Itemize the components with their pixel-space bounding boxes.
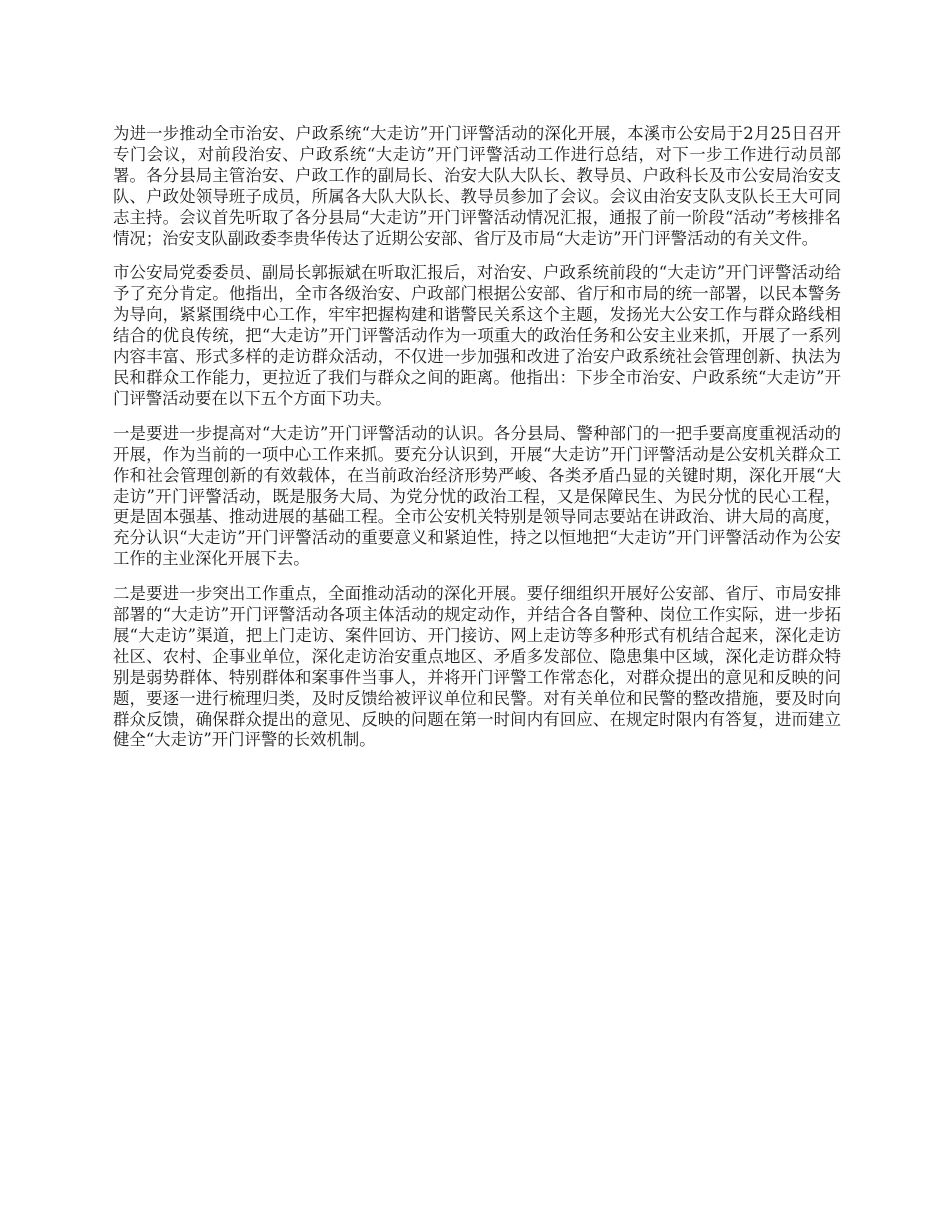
paragraph-2: 市公安局党委委员、副局长郭振斌在听取汇报后，对治安、户政系统前段的“大走访”开门评警活动给予了充分肯定。他指出，全市各级治安、户政部门根据公安部、省厅和市局的统一部署，以民本警务为导向，紧紧围绕中心工作，牢牢把握构建和谐警民关系这个主题，发扬光大公安工作与群众路线相结合的优良传统，把“大走访”开门评警活动作为一项重大的政治任务和公安主业来抓，开展了一系列内容丰富、形式多样的走访群众活动，不仅进一步加强和改进了治安户政系统社会管理创新、执法为民和群众工作能力，更拉近了我们与群众之间的距离。他指出：下步全市治安、户政系统“大走访”开门评警活动要在以下五个方面下功夫。	[113, 263, 841, 408]
paragraph-4: 二是要进一步突出工作重点，全面推动活动的深化开展。要仔细组织开展好公安部、省厅、市局安排部署的“大走访”开门评警活动各项主体活动的规定动作，并结合各自警种、岗位工作实际，进一步拓展“大走访”渠道，把上门走访、案件回访、开门接访、网上走访等多种形式有机结合起来，深化走访社区、农村、企事业单位，深化走访治安重点地区、矛盾多发部位、隐患集中区域，深化走访群众特别是弱势群体、特别群体和案事件当事人，并将开门评警工作常态化，对群众提出的意见和反映的问题，要逐一进行梳理归类，及时反馈给被评议单位和民警。对有关单位和民警的整改措施，要及时向群众反馈，确保群众提出的意见、反映的问题在第一时间内有回应、在规定时限内有答复，进而建立健全“大走访”开门评警的长效机制。	[113, 584, 841, 750]
document-body	[113, 124, 841, 765]
paragraph-1: 为进一步推动全市治安、户政系统“大走访”开门评警活动的深化开展，本溪市公安局于2月25日召开专门会议，对前段治安、户政系统“大走访”开门评警活动工作进行总结，对下一步工作进行动员部署。各分县局主管治安、户政工作的副局长、治安大队大队长、教导员、户政科长及市公安局治安支队、户政处领导班子成员，所属各大队大队长、教导员参加了会议。会议由治安支队支队长王大可同志主持。会议首先听取了各分县局“大走访”开门评警活动情况汇报，通报了前一阶段“活动”考核排名情况；治安支队副政委李贵华传达了近期公安部、省厅及市局“大走访”开门评警活动的有关文件。	[113, 124, 841, 248]
paragraph-3: 一是要进一步提高对“大走访”开门评警活动的认识。各分县局、警种部门的一把手要高度重视活动的开展，作为当前的一项中心工作来抓。要充分认识到，开展“大走访”开门评警活动是公安机关群众工作和社会管理创新的有效载体，在当前政治经济形势严峻、各类矛盾凸显的关键时期，深化开展“大走访”开门评警活动，既是服务大局、为党分忧的政治工程，又是保障民生、为民分忧的民心工程，更是固本强基、推动进展的基础工程。全市公安机关特别是领导同志要站在讲政治、讲大局的高度，充分认识“大走访”开门评警活动的重要意义和紧迫性，持之以恒地把“大走访”开门评警活动作为公安工作的主业深化开展下去。	[113, 423, 841, 569]
